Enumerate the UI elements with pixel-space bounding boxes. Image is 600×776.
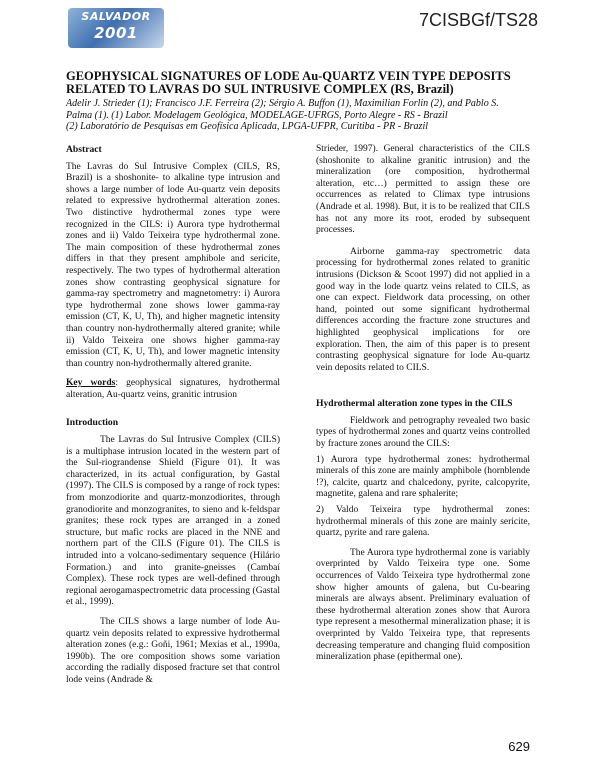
right-column [316, 144, 530, 668]
hydrothermal-section-heading: Hydrothermal alteration zone types in the CILS [316, 398, 513, 410]
logo-text-bottom: 2001 [94, 24, 138, 42]
conference-logo [68, 8, 164, 48]
aurora-type-item: 1) Aurora type hydrothermal zones: hydrothermal minerals of this zone are mainly amphibole (hornblende !?), calcite, quartz and chalcedony, pyrite, calcopyrite, magnetite, galena and rare sphalerite; [316, 454, 530, 500]
keywords-label: Key words [66, 378, 116, 389]
paper-header [66, 70, 536, 133]
abstract-text: The Lavras do Sul Intrusive Complex (CILS, RS, Brazil) is a shoshonite- to alkaline type intrusion and shows a large number of lode Au-quartz vein deposits related to expressive hydrothermal alteration zones. Two distinctive hydrothermal zones type were recognized in the CILS: i) Aurora type hydrothermal zones and ii) Valdo Teixeira type hydrothermal zone. The main composition of these hydrothermal zones differs in that they present amphibole and sericite, respectively. The two types of hydrothermal alteration zones show contrasting geophysical signature for gamma-ray spectrometry and magnetometry: i) Aurora type hydrothermal zone shows lower gamma-ray emission (CT, K, U, Th), and higher magnetic intensity than country non-hydrothermally altered granite; while ii) Valdo Teixeira one shows higher gamma-ray emission (CT, K, U, Th), and lower magnetic intensity than country non-hydrothermally altered granite. [66, 161, 280, 369]
intro-paragraph-1: The Lavras do Sul Intrusive Complex (CILS) is a multiphase intrusion located in the western part of the Sul-riograndense Shield (Figure 01). It was characterized, in its actual configuration, by Gastal (1997). The CILS is composed by a range of rock types: from monzodiorite and quartz-monzodiorites, through granodiorite and monzogranites, to sieno and k-feldspar granites; these rock types are arranged in a zoned structure, but mafic rocks are placed in the NNE and northern part of the CILS (Figure 01). The CILS is intruded into a volcano-sedimentary sequence (Hilário Formation.) and into granite-gneisses (Cambaí Complex). These rock types are well-defined through regional aerogamaspectrometric data processing (Gastal et al., 1999). [66, 435, 280, 608]
left-column [66, 144, 280, 691]
author-line-3: (2) Laboratório de Pesquisas em Geofísica Aplicada, LPGA-UFPR, Curitiba - PR - Brazil [66, 121, 429, 132]
spacer [66, 405, 280, 417]
paper-title: GEOPHYSICAL SIGNATURES OF LODE Au-QUARTZ VEIN TYPE DEPOSITS RELATED TO LAVRAS DO SUL INTRUSIVE COMPLEX (RS, Brazil) [66, 69, 511, 96]
paper-code: 7CISBGf/TS28 [418, 10, 538, 30]
valdo-teixeira-type-item: 2) Valdo Teixeira type hydrothermal zones: hydrothermal minerals of this zone are mainly sericite, quartz, pyrite and rare galena. [316, 505, 530, 539]
intro-paragraph-2: The CILS shows a large number of lode Au-quartz vein deposits related to expressive hydrothermal alteration zones (e.g.: Goñi, 1961; Mexias et al., 1990a, 1990b). The ore composition shows some variation according the radially disposed fracture set that control lode veins (Andrade & [66, 616, 280, 685]
right-paragraph-2: Airborne gamma-ray spectrometric data processing for hydrothermal zones related to granitic intrusions (Dickson & Scoot 1997) did not applied in a good way in the lode quartz veins related to CILS, as one can expect. Fieldwork data processing, on other hand, pointed out some significant hydrothermal differences according the fracture zone structures and highlighted geophysical implications for ore exploration. Then, the aim of this paper is to present contrasting geophysical signature for lode Au-quartz vein deposits related to CILS. [316, 246, 530, 373]
right-paragraph-1: Strieder, 1997). General characteristics of the CILS (shoshonite to alkaline granitic intrusion) and the mineralization (ore composition, hydrothermal alteration, etc…) permitted to assign these ore occurrences as related to Climax type intrusions (Andrade et al. 1998). But, it is to be realized that CILS has not any more its root, eroded by subsequent processes. [316, 144, 530, 236]
introduction-heading: Introduction [66, 417, 119, 429]
page-number: 629 [508, 739, 530, 754]
spacer [316, 378, 530, 398]
keywords [66, 378, 280, 401]
right-paragraph-3: Fieldwork and petrography revealed two basic types of hydrothermal zones and quartz veins controlled by fracture zones around the CILS: [316, 415, 530, 450]
keywords-text: : geophysical signatures, hydrothermal alteration, Au-quartz veins, granitic intrusion [66, 378, 280, 400]
author-line-2: Palma (1). (1) Labor. Modelagem Geológica, MODELAGE-UFRGS, Porto Alegre - RS - Brazil [66, 109, 448, 121]
author-line-1: Adelir J. Strieder (1); Francisco J.F. Ferreira (2); Sérgio A. Buffon (1), Maximilian Forlin (2), and Pablo S. [66, 98, 499, 109]
right-paragraph-6: The Aurora type hydrothermal zone is variably overprinted by Valdo Teixeira type one. Some occurrences of Valdo Teixeira type hydrothermal zone show higher amounts of galena, but Cu-bearing minerals are always absent. Preliminary evaluation of these hydrothermal alteration zones show that Aurora type represent a mesothermal mineralization phase; it is overprinted by Valdo Teixeira type, that represents decreasing temperature and changing fluid composition mineralization phase (epithermal one). [316, 547, 530, 663]
abstract-heading: Abstract [66, 144, 102, 155]
logo-text-top: SALVADOR [81, 10, 151, 23]
